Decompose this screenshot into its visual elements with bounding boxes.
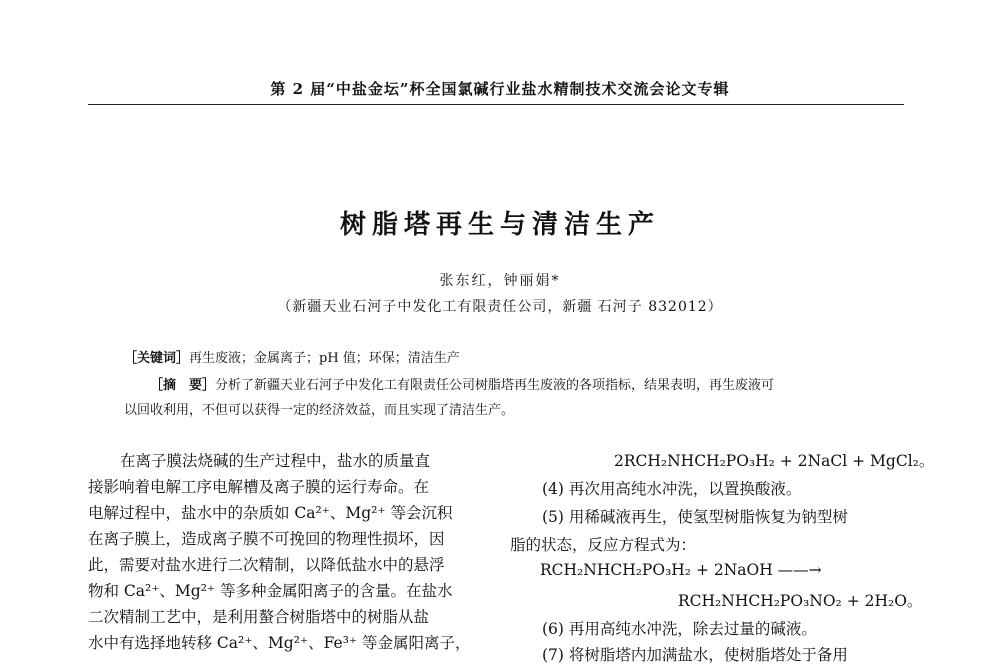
right-line-4: (6) 再用高纯水冲洗，除去过量的碱液。	[542, 620, 817, 638]
equation-2b: RCH₂NHCH₂PO₃NO₂ + 2H₂O。	[678, 592, 923, 610]
left-line-2: 接影响着电解工序电解槽及离子膜的运行寿命。在	[88, 478, 430, 496]
left-line-6: 物和 Ca²⁺、Mg²⁺ 等多种金属阳离子的含量。在盐水	[88, 582, 453, 600]
right-line-5: (7) 将树脂塔内加满盐水，使树脂塔处于备用	[542, 646, 848, 664]
abstract-line-2: 以回收利用，不但可以获得一定的经济效益，而且实现了清洁生产。	[124, 403, 515, 418]
abstract-label: ［摘 要］	[150, 378, 216, 393]
left-line-1: 在离子膜法烧碱的生产过程中，盐水的质量直	[120, 452, 431, 470]
keywords-text: 再生废液；金属离子；pH 值；环保；清洁生产	[189, 351, 460, 366]
right-line-1: (4) 再次用高纯水冲洗，以置换酸液。	[542, 480, 802, 498]
keywords	[124, 347, 460, 366]
right-line-2: (5) 用稀碱液再生，使氢型树脂恢复为钠型树	[542, 508, 848, 526]
header-rule	[88, 104, 904, 105]
left-line-7: 二次精制工艺中，是利用螯合树脂塔中的树脂从盐	[88, 608, 430, 626]
running-header: 第 2 届“中盐金坛”杯全国氯碱行业盐水精制技术交流会论文专辑	[270, 80, 730, 98]
left-line-8: 水中有选择地转移 Ca²⁺、Mg²⁺、Fe³⁺ 等金属阳离子，	[88, 634, 471, 652]
keywords-label: ［关键词］	[124, 351, 190, 366]
left-line-4: 在离子膜上，造成离子膜不可挽回的物理性损坏，因	[88, 530, 445, 548]
authors: 张东红，钟丽娟*	[439, 273, 561, 289]
equation-2a: RCH₂NHCH₂PO₃H₂ + 2NaOH ——→	[540, 561, 822, 579]
left-line-3: 电解过程中，盐水中的杂质如 Ca²⁺、Mg²⁺ 等会沉积	[88, 504, 453, 522]
paper-title: 树脂塔再生与清洁生产	[339, 210, 660, 240]
abstract-text-1: 分析了新疆天业石河子中发化工有限责任公司树脂塔再生废液的各项指标，结果表明，再生废液可	[215, 378, 775, 393]
affiliation: （新疆天业石河子中发化工有限责任公司，新疆 石河子 832012）	[277, 299, 723, 315]
equation-1: 2RCH₂NHCH₂PO₃H₂ + 2NaCl + MgCl₂。	[614, 452, 935, 470]
abstract-line-1	[150, 374, 774, 393]
left-line-5: 此，需要对盐水进行二次精制，以降低盐水中的悬浮	[88, 556, 445, 574]
right-line-3: 脂的状态，反应方程式为：	[510, 536, 697, 554]
